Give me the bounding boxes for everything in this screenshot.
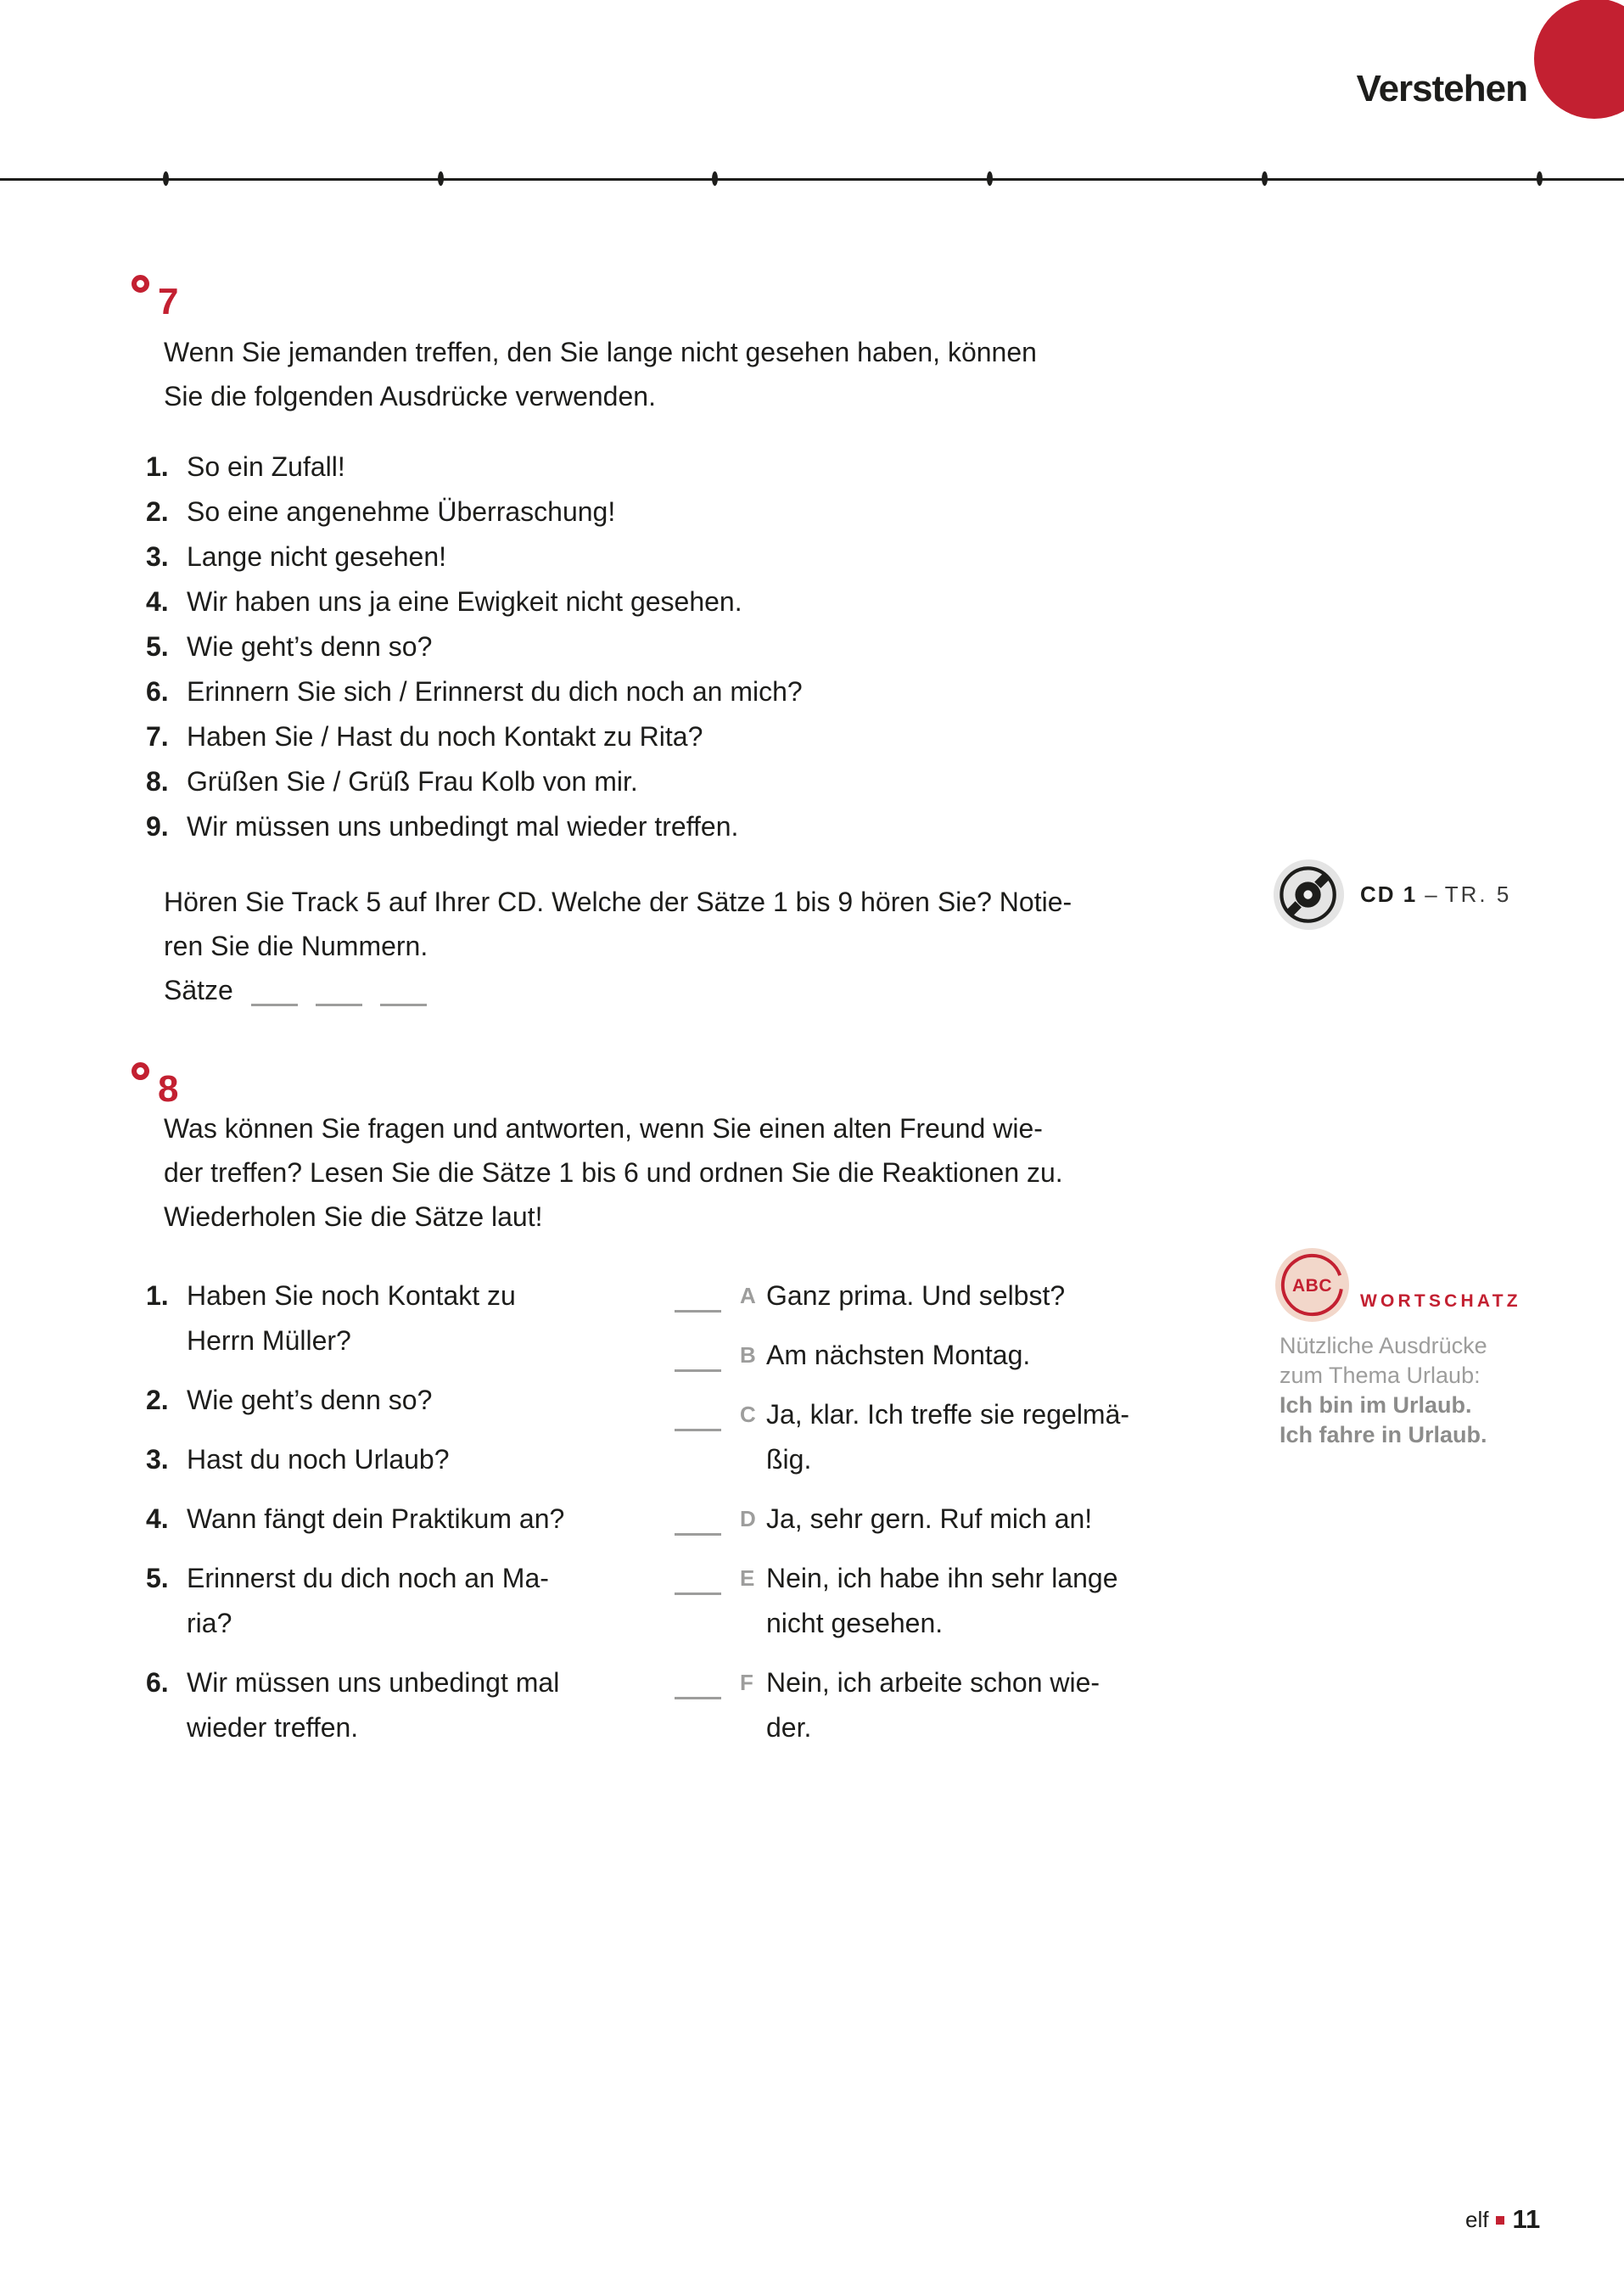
rule-dot bbox=[438, 171, 444, 186]
text-line: Erinnerst du dich noch an Ma- bbox=[187, 1563, 549, 1593]
saetze-answer-row bbox=[164, 968, 1072, 1012]
item-number: 2. bbox=[146, 1385, 169, 1415]
answer-text bbox=[766, 1273, 1065, 1318]
answers-column bbox=[675, 1273, 1268, 1765]
answer-item bbox=[675, 1392, 1268, 1482]
answer-letter: C bbox=[740, 1402, 756, 1427]
item-text: Grüßen Sie / Grüß Frau Kolb von mir. bbox=[187, 766, 638, 797]
audio-track-badge bbox=[1273, 859, 1511, 931]
item-number: 9. bbox=[146, 811, 169, 842]
text-line: Herrn Müller? bbox=[187, 1325, 351, 1356]
item-number: 4. bbox=[146, 1503, 169, 1534]
answer-letter: B bbox=[740, 1342, 756, 1368]
text-line: der. bbox=[766, 1712, 812, 1743]
answer-letter: F bbox=[740, 1670, 753, 1695]
cd-track-separator: – bbox=[1425, 882, 1437, 907]
answer-text bbox=[766, 1660, 1100, 1750]
item-text bbox=[187, 1556, 604, 1646]
question-item bbox=[146, 1437, 604, 1482]
answer-text bbox=[766, 1497, 1092, 1542]
text-line: Hast du noch Urlaub? bbox=[187, 1444, 450, 1475]
item-text: Wir müssen uns unbedingt mal wieder treffen. bbox=[187, 811, 739, 842]
exercise-marker-icon bbox=[132, 275, 149, 293]
text-line: Ja, klar. Ich treffe sie regelmä- bbox=[766, 1399, 1130, 1430]
answer-item bbox=[675, 1497, 1268, 1542]
item-number: 5. bbox=[146, 631, 169, 662]
answer-item bbox=[675, 1333, 1268, 1378]
item-number: 5. bbox=[146, 1563, 169, 1593]
item-text: Lange nicht gesehen! bbox=[187, 541, 447, 572]
cd-track-label bbox=[1360, 882, 1511, 908]
item-number: 1. bbox=[146, 451, 169, 482]
answer-blank bbox=[251, 970, 298, 1006]
abc-icon-text: ABC bbox=[1292, 1275, 1332, 1296]
item-number: 8. bbox=[146, 766, 169, 797]
text-line: ria? bbox=[187, 1608, 232, 1638]
item-number: 2. bbox=[146, 496, 169, 527]
answer-item bbox=[675, 1660, 1268, 1750]
list-item bbox=[146, 669, 803, 714]
saetze-label: Sätze bbox=[164, 975, 233, 1005]
text-line: Ja, sehr gern. Ruf mich an! bbox=[766, 1503, 1093, 1534]
item-number: 4. bbox=[146, 586, 169, 617]
list-item bbox=[146, 624, 803, 669]
match-blank bbox=[675, 1395, 721, 1431]
abc-wortschatz-icon bbox=[1274, 1247, 1350, 1323]
item-number: 1. bbox=[146, 1280, 169, 1311]
question-item bbox=[146, 1497, 604, 1542]
text-line: wieder treffen. bbox=[187, 1712, 359, 1743]
exercise-7-intro bbox=[164, 330, 1037, 418]
answer-item bbox=[675, 1556, 1268, 1646]
item-text: Erinnern Sie sich / Erinnerst du dich noch an mich? bbox=[187, 676, 803, 707]
match-blank bbox=[675, 1335, 721, 1372]
instruction-line: Hören Sie Track 5 auf Ihrer CD. Welche der Sätze 1 bis 9 hören Sie? Notie- bbox=[164, 887, 1072, 917]
text-line: Wann fängt dein Praktikum an? bbox=[187, 1503, 565, 1534]
cd-number: CD 1 bbox=[1360, 882, 1418, 907]
item-number: 3. bbox=[146, 1444, 169, 1475]
item-text: Wir haben uns ja eine Ewigkeit nicht gesehen. bbox=[187, 586, 742, 617]
intro-line: Wiederholen Sie die Sätze laut! bbox=[164, 1201, 543, 1232]
item-text: So ein Zufall! bbox=[187, 451, 345, 482]
item-text: So eine angenehme Überraschung! bbox=[187, 496, 616, 527]
note-line-bold: Ich bin im Urlaub. bbox=[1280, 1392, 1472, 1418]
text-line: ßig. bbox=[766, 1444, 812, 1475]
list-item bbox=[146, 714, 803, 759]
cd-icon bbox=[1273, 859, 1345, 931]
rule-dot bbox=[987, 171, 993, 186]
page-dot-icon bbox=[1496, 2216, 1504, 2225]
item-text: Wie geht’s denn so? bbox=[187, 631, 433, 662]
match-blank bbox=[675, 1499, 721, 1536]
item-number: 3. bbox=[146, 541, 169, 572]
item-text bbox=[187, 1437, 604, 1482]
questions-column bbox=[146, 1273, 604, 1765]
question-item bbox=[146, 1660, 604, 1750]
wortschatz-note bbox=[1280, 1331, 1487, 1450]
item-text bbox=[187, 1497, 604, 1542]
answer-text bbox=[766, 1392, 1129, 1482]
listening-instruction bbox=[164, 880, 1072, 1012]
wortschatz-label: WORTSCHATZ bbox=[1360, 1291, 1521, 1311]
intro-line: der treffen? Lesen Sie die Sätze 1 bis 6 und ordnen Sie die Reaktionen zu. bbox=[164, 1157, 1063, 1188]
note-line-bold: Ich fahre in Urlaub. bbox=[1280, 1422, 1487, 1447]
answer-letter: D bbox=[740, 1506, 756, 1531]
list-item bbox=[146, 804, 803, 849]
item-number: 6. bbox=[146, 1667, 169, 1698]
note-line: Nützliche Ausdrücke bbox=[1280, 1333, 1487, 1358]
answer-item bbox=[675, 1273, 1268, 1318]
item-number: 7. bbox=[146, 721, 169, 752]
intro-line: Was können Sie fragen und antworten, wenn Sie einen alten Freund wie- bbox=[164, 1113, 1043, 1144]
section-title: Verstehen bbox=[1356, 68, 1527, 109]
page-number-value: 11 bbox=[1512, 2204, 1541, 2234]
intro-line: Wenn Sie jemanden treffen, den Sie lange nicht gesehen haben, können bbox=[164, 337, 1037, 367]
intro-line: Sie die folgenden Ausdrücke verwenden. bbox=[164, 381, 656, 411]
track-number: TR. 5 bbox=[1444, 882, 1512, 907]
text-line: Nein, ich habe ihn sehr lange bbox=[766, 1563, 1118, 1593]
exercise-7-number: 7 bbox=[158, 281, 179, 322]
corner-accent-circle bbox=[1534, 0, 1624, 119]
text-line: Am nächsten Montag. bbox=[766, 1340, 1031, 1370]
item-text bbox=[187, 1378, 604, 1423]
list-item bbox=[146, 535, 803, 579]
rule-dot bbox=[1537, 171, 1543, 186]
answer-blank bbox=[316, 970, 362, 1006]
instruction-line: ren Sie die Nummern. bbox=[164, 931, 428, 961]
rule-dot bbox=[163, 171, 169, 186]
item-text bbox=[187, 1660, 604, 1750]
match-blank bbox=[675, 1663, 721, 1699]
question-item bbox=[146, 1273, 604, 1363]
exercise-8-number: 8 bbox=[158, 1068, 179, 1110]
expressions-list bbox=[146, 445, 803, 849]
list-item bbox=[146, 490, 803, 535]
answer-text bbox=[766, 1333, 1030, 1378]
answer-letter: A bbox=[740, 1283, 756, 1308]
match-blank bbox=[675, 1276, 721, 1313]
answer-blank bbox=[380, 970, 427, 1006]
header-divider-rule bbox=[0, 178, 1624, 181]
text-line: Haben Sie noch Kontakt zu bbox=[187, 1280, 516, 1311]
match-blank bbox=[675, 1559, 721, 1595]
item-number: 6. bbox=[146, 676, 169, 707]
list-item bbox=[146, 579, 803, 624]
exercise-8-intro bbox=[164, 1106, 1063, 1239]
list-item bbox=[146, 759, 803, 804]
question-item bbox=[146, 1378, 604, 1423]
text-line: nicht gesehen. bbox=[766, 1608, 944, 1638]
question-item bbox=[146, 1556, 604, 1646]
answer-letter: E bbox=[740, 1565, 755, 1591]
rule-dot bbox=[1262, 171, 1268, 186]
text-line: Nein, ich arbeite schon wie- bbox=[766, 1667, 1100, 1698]
rule-dot bbox=[712, 171, 718, 186]
answer-text bbox=[766, 1556, 1118, 1646]
text-line: Wir müssen uns unbedingt mal bbox=[187, 1667, 560, 1698]
page-number bbox=[1465, 2204, 1540, 2235]
exercise-marker-icon bbox=[132, 1062, 149, 1080]
text-line: Wie geht’s denn so? bbox=[187, 1385, 433, 1415]
item-text bbox=[187, 1273, 604, 1363]
page-number-word: elf bbox=[1465, 2206, 1489, 2232]
list-item bbox=[146, 445, 803, 490]
note-line: zum Thema Urlaub: bbox=[1280, 1363, 1481, 1388]
text-line: Ganz prima. Und selbst? bbox=[766, 1280, 1066, 1311]
item-text: Haben Sie / Hast du noch Kontakt zu Rita? bbox=[187, 721, 703, 752]
